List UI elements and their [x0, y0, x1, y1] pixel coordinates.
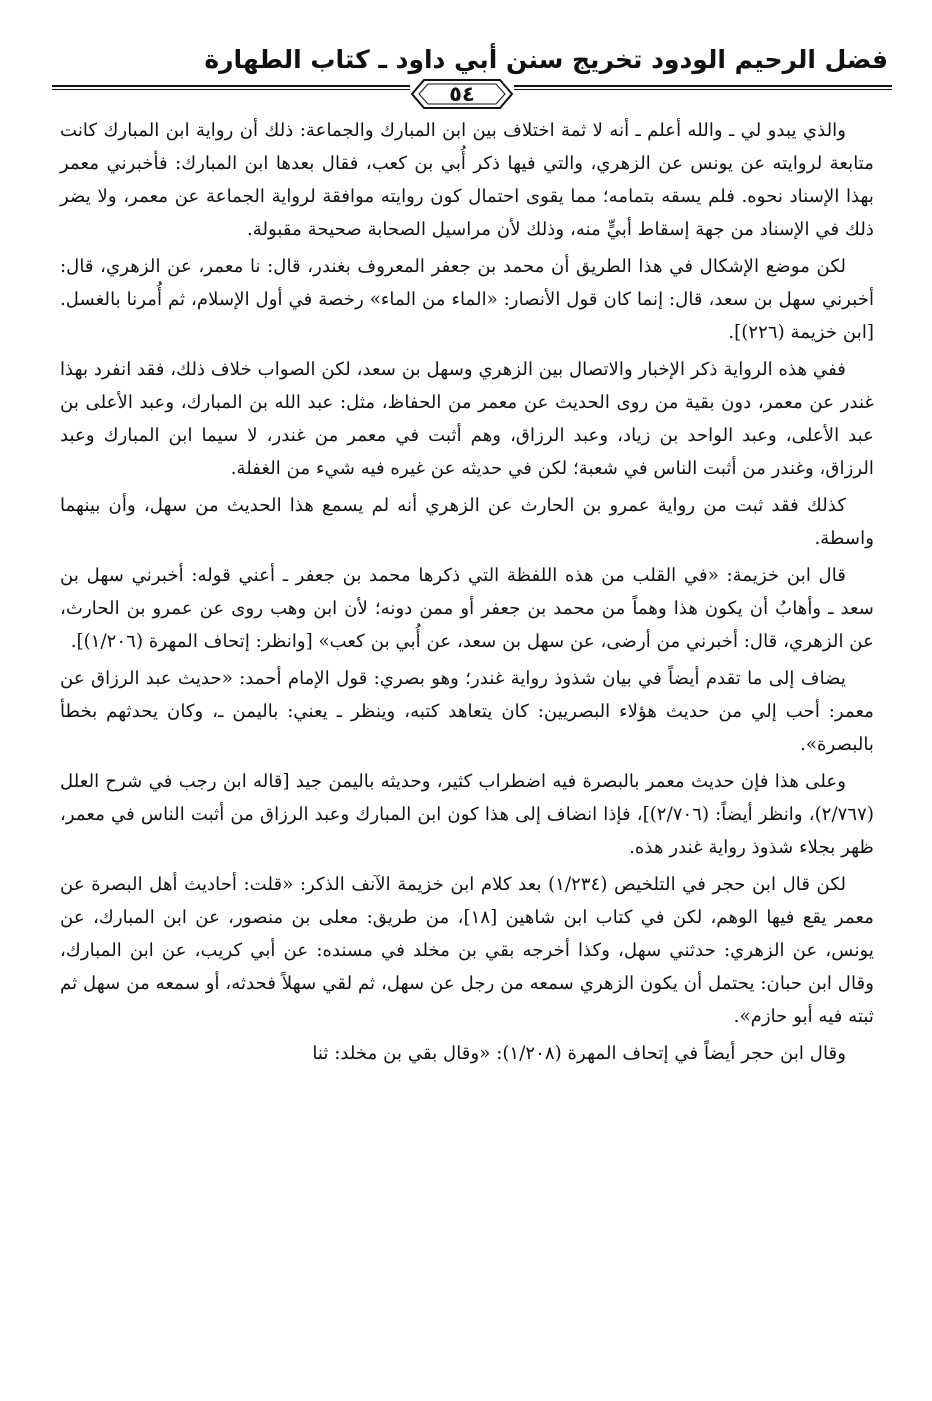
paragraph: لكن قال ابن حجر في التلخيص (١/٢٣٤) بعد كلام ابن خزيمة الآنف الذكر: «قلت: أحاديث أهل البصرة عن معمر يقع فيها الوهم، لكن في كتاب ابن شاهين [١٨]، من طريق: معلى بن منصور، عن ابن المبارك، عن يونس، عن الزهري: حدثني سهل، وكذا أخرجه بقي بن مخلد في مسنده: عن أبي كريب، عن ابن المبارك، وقال ابن حبان: يحتمل أن يكون الزهري سمعه من رجل عن سهل، ثم لقي سهلاً فحدثه، أو سمعه من سهل ثم ثبته فيه أبو حازم».: [60, 874, 875, 1027]
paragraph: لكن موضع الإشكال في هذا الطريق أن محمد بن جعفر المعروف بغندر، قال: نا معمر، عن الزهري، قال: أخبرني سهل بن سعد، قال: إنما كان قول الأنصار: «الماء من الماء» رخصة في أول الإسلام، ثم أُمرنا بالغسل. [ابن خزيمة (٢٢٦)].: [60, 256, 874, 343]
paragraph: ففي هذه الرواية ذكر الإخبار والاتصال بين الزهري وسهل بن سعد، لكن الصواب خلاف ذلك، فقد انفرد بهذا غندر عن معمر، دون بقية من روى الحديث عن معمر من الحفاظ، مثل: عبد الله بن المبارك، وعبد الأعلى بن عبد الأعلى، وعبد الواحد بن زياد، وعبد الرزاق، وهم أثبت في معمر من غندر، لا سيما ابن المبارك وعبد الرزاق، وغندر من أثبت الناس في شعبة؛ لكن في حديثه عن غيره فيه شيء من الغفلة.: [60, 359, 874, 479]
paragraph: قال ابن خزيمة: «في القلب من هذه اللفظة التي ذكرها محمد بن جعفر ـ أعني قوله: أخبرني سهل بن سعد ـ وأهابُ أن يكون هذا وهماً من محمد بن جعفر أو ممن دونه؛ لأن ابن وهب روى عن عمرو بن الحارث، عن الزهري، قال: أخبرني من أرضى، عن سهل بن سعد، عن أُبي بن كعب» [وانظر: إتحاف المهرة (١/٢٠٦)].: [60, 565, 874, 652]
page-number: ٥٤: [449, 82, 475, 106]
paragraph: وعلى هذا فإن حديث معمر بالبصرة فيه اضطراب كثير، وحديثه باليمن جيد [قاله ابن رجب في شرح العلل (٢/٧٦٧)، وانظر أيضاً: (٢/٧٠٦)]، فإذا انضاف إلى هذا كون ابن المبارك وعبد الرزاق من أثبت الناس في معمر، ظهر بجلاء شذوذ رواية غندر هذه.: [60, 771, 874, 858]
page-number-box: [410, 78, 514, 110]
page-body: [60, 114, 874, 1074]
paragraph: وقال ابن حجر أيضاً في إتحاف المهرة (١/٢٠٨): «وقال بقي بن مخلد: ثنا: [312, 1043, 846, 1064]
paragraph: يضاف إلى ما تقدم أيضاً في بيان شذوذ رواية غندر؛ وهو بصري: قول الإمام أحمد: «حديث عبد الرزاق عن معمر: أحب إلي من حديث هؤلاء البصريين: كان يتعاهد كتبه، وينظر ـ يعني: باليمن ـ، وكان يحدثهم بخطأ بالبصرة».: [60, 668, 874, 755]
page-header: [52, 38, 892, 116]
paragraph: والذي يبدو لي ـ والله أعلم ـ أنه لا ثمة اختلاف بين ابن المبارك والجماعة: ذلك أن رواية ابن المبارك كانت متابعة لروايته عن يونس عن الزهري، والتي فيها ذكر أُبي بن كعب، فقال بعدها ابن المبارك: فأخبرني معمر بهذا الإسناد نحوه. فلم يسقه بتمامه؛ مما يقوى احتمال كون روايته موافقة لرواية الجماعة عن معمر، ولا يضر ذلك في الإسناد من جهة إسقاط أبيٍّ منه، وذلك لأن مراسيل الصحابة صحيحة مقبولة.: [60, 120, 874, 240]
running-title: فضل الرحيم الودود تخريج سنن أبي داود ـ كتاب الطهارة: [204, 45, 888, 74]
paragraph: كذلك فقد ثبت من رواية عمرو بن الحارث عن الزهري أنه لم يسمع هذا الحديث من سهل، وأن بينهما واسطة.: [60, 495, 874, 549]
